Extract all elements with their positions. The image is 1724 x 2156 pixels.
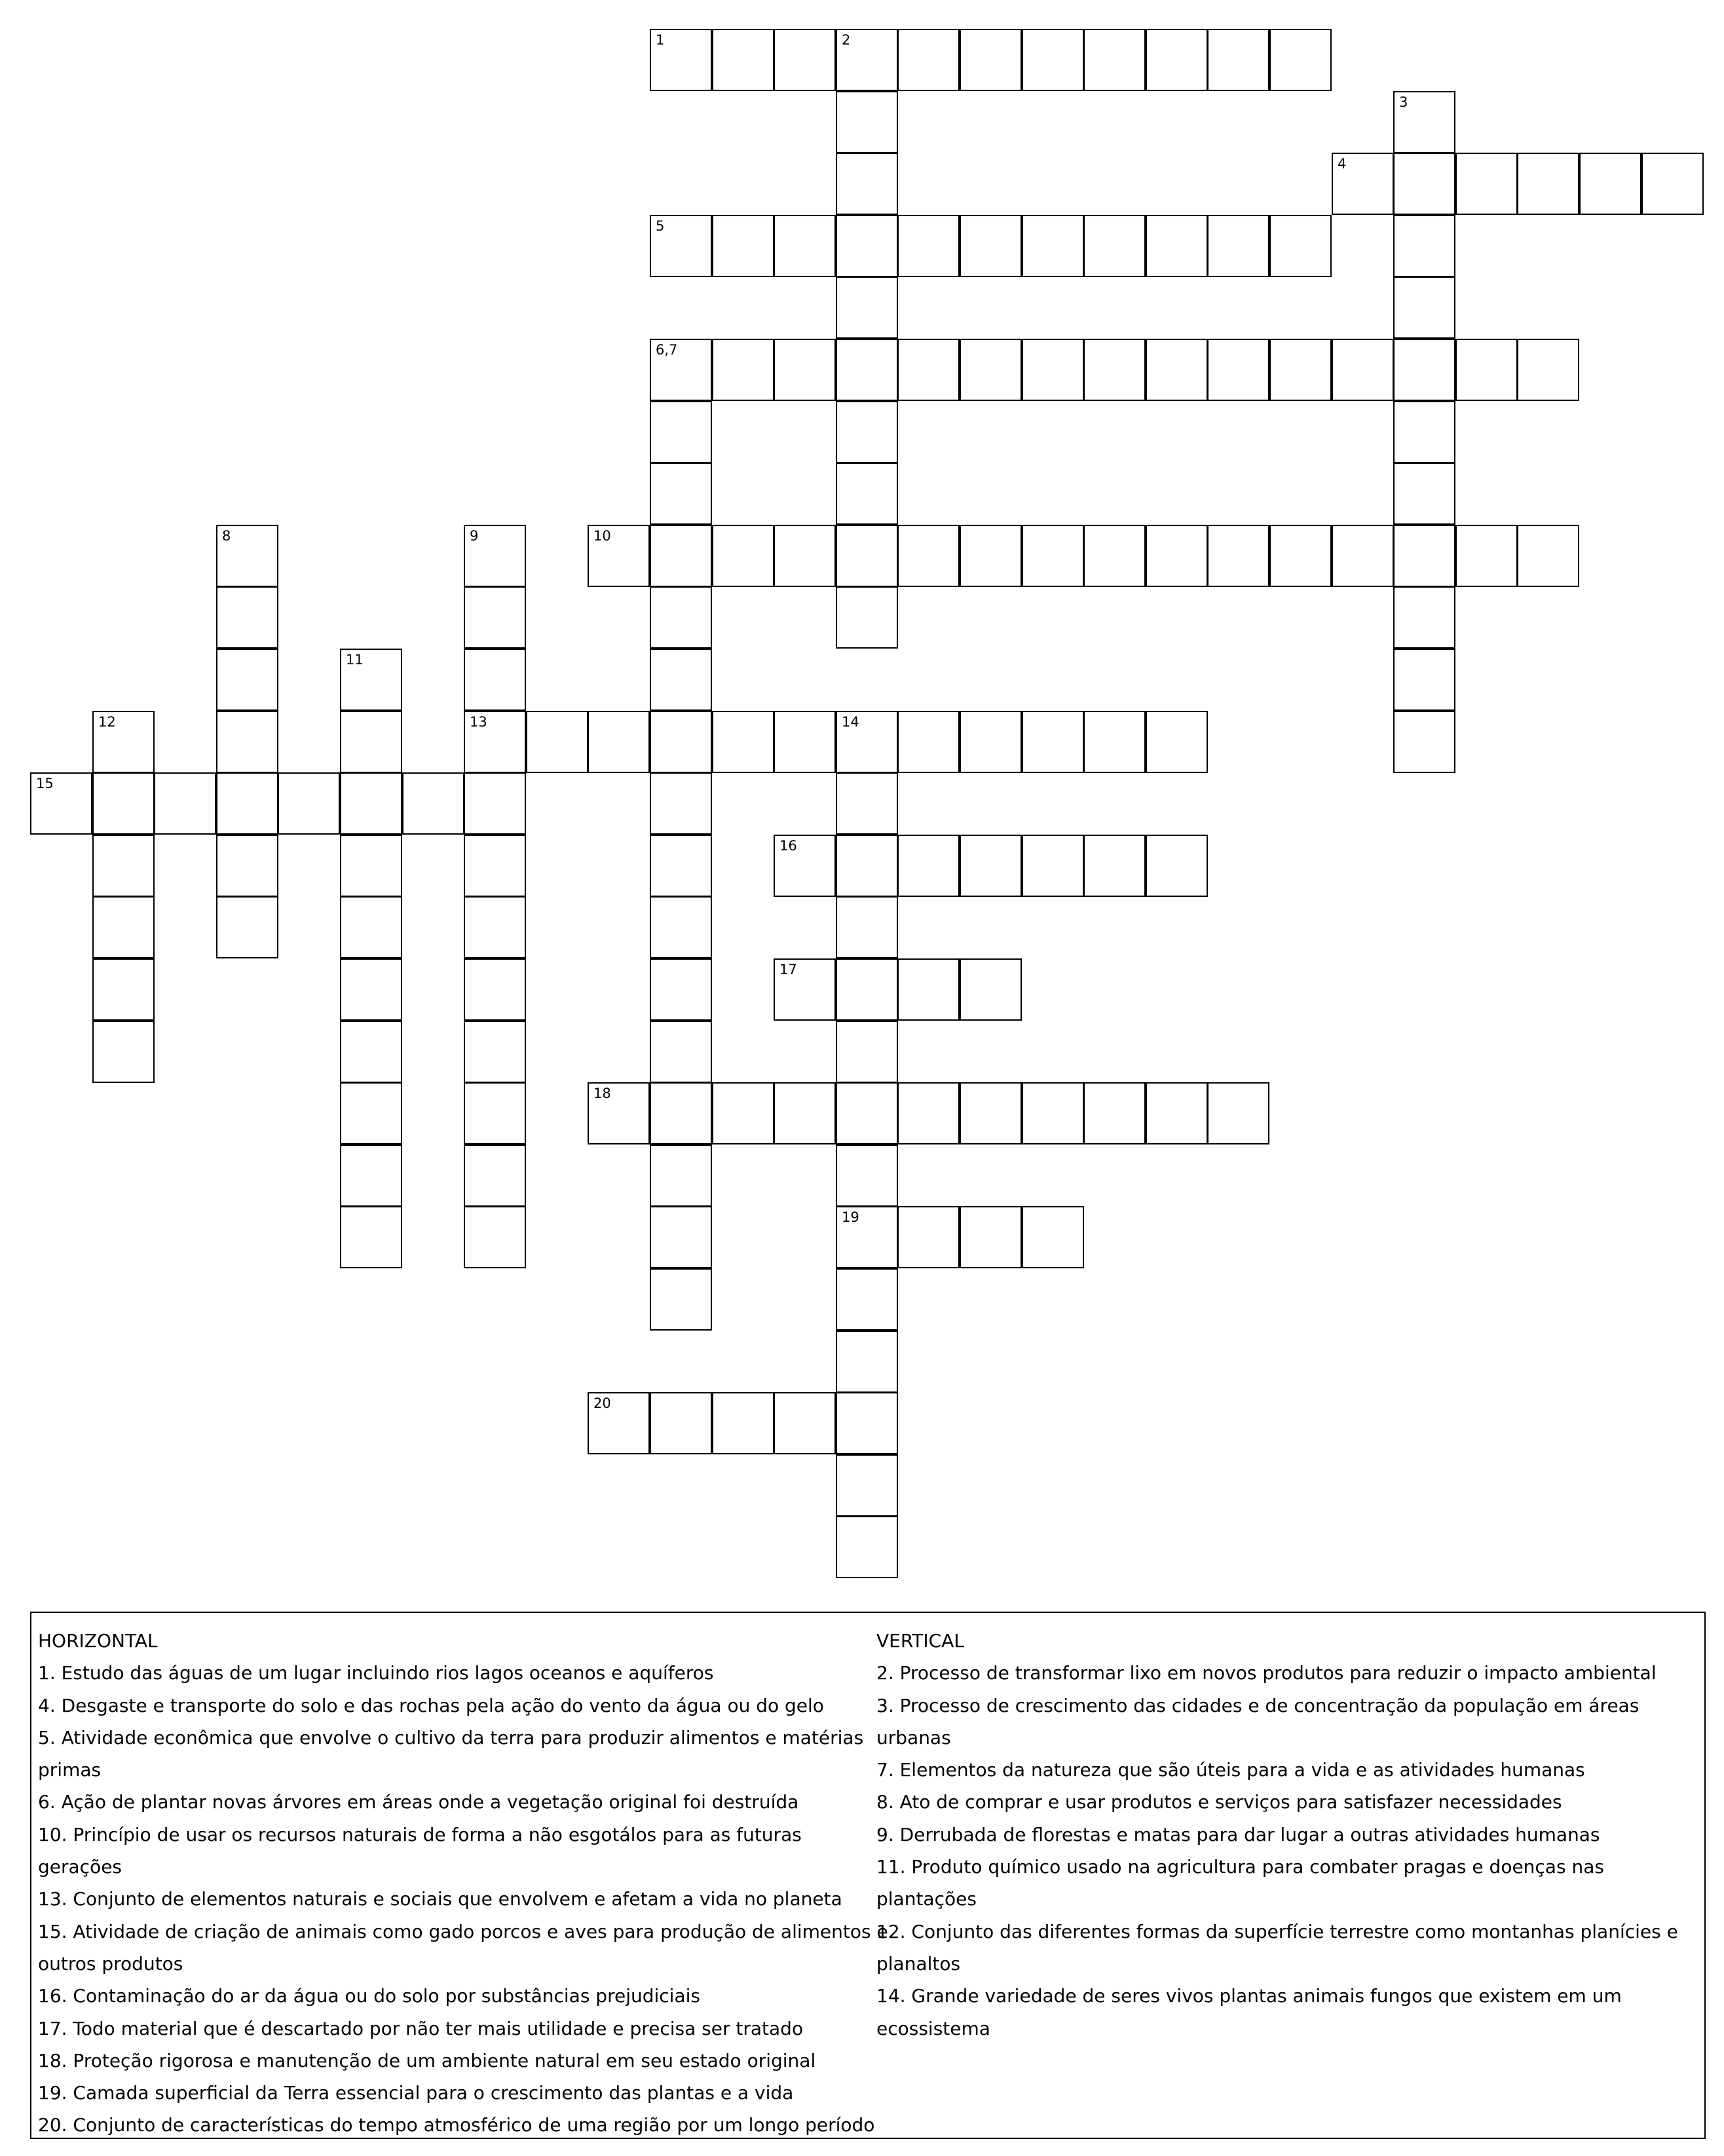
- clue-line: 4. Desgaste e transporte do solo e das rochas pela ação do vento da água ou do gelo: [38, 1694, 824, 1716]
- grid-cell[interactable]: [1393, 215, 1455, 277]
- grid-cell[interactable]: [836, 1206, 898, 1268]
- grid-cell[interactable]: [278, 772, 340, 835]
- grid-cell[interactable]: [712, 215, 774, 277]
- grid-cell[interactable]: [712, 1082, 774, 1144]
- grid-cell[interactable]: [216, 525, 278, 587]
- grid-cell[interactable]: [836, 339, 898, 401]
- grid-cell[interactable]: [216, 711, 278, 773]
- grid-cell[interactable]: [1146, 711, 1208, 773]
- grid-cell[interactable]: [712, 339, 774, 401]
- clue-line: 16. Contaminação do ar da água ou do solo por substâncias prejudiciais: [38, 1985, 700, 2007]
- grid-cell[interactable]: [1393, 649, 1455, 711]
- grid-cell[interactable]: [836, 215, 898, 277]
- grid-cell[interactable]: [30, 772, 92, 835]
- clue-line: 10. Princípio de usar os recursos naturais de forma a não esgotálos para as futuras gerações: [38, 1823, 802, 1878]
- clue-number: 15: [36, 776, 54, 791]
- grid-cell[interactable]: [650, 463, 712, 525]
- clue-line: 13. Conjunto de elementos naturais e sociais que envolvem e afetam a vida no planeta: [38, 1888, 842, 1910]
- clue-number: 1: [656, 32, 665, 48]
- grid-cell[interactable]: [340, 1206, 402, 1268]
- grid-cell[interactable]: [1022, 1206, 1084, 1268]
- grid-cell[interactable]: [836, 835, 898, 897]
- grid-cell[interactable]: [836, 91, 898, 153]
- grid-cell[interactable]: [402, 772, 464, 835]
- grid-cell[interactable]: [1517, 525, 1579, 587]
- grid-cell[interactable]: [1393, 276, 1455, 339]
- grid-cell[interactable]: [712, 1392, 774, 1454]
- grid-cell[interactable]: [897, 339, 960, 401]
- grid-cell[interactable]: [340, 958, 402, 1021]
- grid-cell[interactable]: [650, 896, 712, 958]
- grid-cell[interactable]: [1269, 525, 1332, 587]
- grid-cell[interactable]: [650, 401, 712, 463]
- grid-cell[interactable]: [1207, 525, 1269, 587]
- grid-cell[interactable]: [1207, 29, 1269, 91]
- clue-number: 8: [222, 528, 231, 544]
- across-heading: HORIZONTAL: [38, 1630, 158, 1652]
- grid-cell[interactable]: [650, 1144, 712, 1207]
- grid-cell[interactable]: [1641, 153, 1704, 215]
- grid-cell[interactable]: [650, 1268, 712, 1331]
- grid-cell[interactable]: [712, 525, 774, 587]
- grid-cell[interactable]: [650, 958, 712, 1021]
- grid-cell[interactable]: [1083, 215, 1146, 277]
- grid-cell[interactable]: [1083, 711, 1146, 773]
- grid-cell[interactable]: [897, 1082, 960, 1144]
- grid-cell[interactable]: [216, 896, 278, 958]
- clue-line: 1. Estudo das águas de um lugar incluindo rios lagos oceanos e aquíferos: [38, 1662, 714, 1684]
- grid-cell[interactable]: [1146, 835, 1208, 897]
- grid-cell[interactable]: [774, 958, 836, 1021]
- grid-cell[interactable]: [836, 1021, 898, 1083]
- clue-number: 5: [656, 218, 665, 234]
- clue-line: 11. Produto químico usado na agricultura para combater pragas e doenças nas plantações: [876, 1856, 1604, 1910]
- grid-cell[interactable]: [774, 835, 836, 897]
- grid-cell[interactable]: [650, 835, 712, 897]
- grid-cell[interactable]: [650, 215, 712, 277]
- grid-cell[interactable]: [650, 586, 712, 649]
- grid-cell[interactable]: [836, 1454, 898, 1517]
- grid-cell[interactable]: [960, 1206, 1022, 1268]
- grid-cell[interactable]: [1146, 215, 1208, 277]
- grid-cell[interactable]: [836, 1144, 898, 1207]
- grid-cell[interactable]: [92, 835, 155, 897]
- grid-cell[interactable]: [1022, 215, 1084, 277]
- grid-cell[interactable]: [1579, 153, 1641, 215]
- clue-line: 17. Todo material que é descartado por não ter mais utilidade e precisa ser tratado: [38, 2017, 804, 2039]
- grid-cell[interactable]: [464, 1206, 526, 1268]
- grid-cell[interactable]: [712, 29, 774, 91]
- grid-cell[interactable]: [1393, 525, 1455, 587]
- clue-line: 5. Atividade econômica que envolve o cultivo da terra para produzir alimentos e matérias: [38, 1726, 864, 1749]
- grid-cell[interactable]: [1455, 339, 1518, 401]
- grid-cell[interactable]: [897, 215, 960, 277]
- grid-cell[interactable]: [340, 649, 402, 711]
- grid-cell[interactable]: [774, 525, 836, 587]
- grid-cell[interactable]: [464, 711, 526, 773]
- grid-cell[interactable]: [960, 29, 1022, 91]
- clue-line: 12. Conjunto das diferentes formas da superfície terrestre como montanhas planícies e: [876, 1920, 1678, 1942]
- grid-cell[interactable]: [774, 711, 836, 773]
- grid-cell[interactable]: [836, 1331, 898, 1393]
- grid-cell[interactable]: [1455, 525, 1518, 587]
- grid-cell[interactable]: [1393, 339, 1455, 401]
- grid-cell[interactable]: [960, 339, 1022, 401]
- clue-line: 14. Grande variedade de seres vivos plantas animais fungos que existem em um ecossistema: [876, 1985, 1622, 2039]
- grid-cell[interactable]: [1393, 91, 1455, 153]
- clue-number: 16: [779, 838, 797, 854]
- clue-number: 20: [593, 1395, 611, 1411]
- clue-number: 14: [842, 714, 859, 730]
- grid-cell[interactable]: [1393, 711, 1455, 773]
- grid-cell[interactable]: [92, 958, 155, 1021]
- clue-line: planaltos: [876, 1952, 961, 1975]
- grid-cell[interactable]: [464, 896, 526, 958]
- clue-number: 4: [1338, 156, 1347, 172]
- grid-cell[interactable]: [650, 711, 712, 773]
- grid-cell[interactable]: [774, 29, 836, 91]
- grid-cell[interactable]: [1332, 339, 1394, 401]
- grid-cell[interactable]: [1207, 339, 1269, 401]
- clue-line: 9. Derrubada de florestas e matas para dar lugar a outras atividades humanas: [876, 1823, 1600, 1845]
- grid-cell[interactable]: [464, 1082, 526, 1144]
- grid-cell[interactable]: [1083, 1082, 1146, 1144]
- clue-number: 3: [1399, 94, 1408, 110]
- grid-cell[interactable]: [960, 215, 1022, 277]
- grid-cell[interactable]: [897, 835, 960, 897]
- grid-cell[interactable]: [588, 1392, 650, 1454]
- grid-cell[interactable]: [650, 1392, 712, 1454]
- grid-cell[interactable]: [1332, 153, 1394, 215]
- grid-cell[interactable]: [92, 711, 155, 773]
- grid-cell[interactable]: [774, 1082, 836, 1144]
- clue-line: 7. Elementos da natureza que são úteis para a vida e as atividades humanas: [876, 1759, 1585, 1781]
- grid-cell[interactable]: [340, 1082, 402, 1144]
- grid-cell[interactable]: [650, 1021, 712, 1083]
- grid-cell[interactable]: [836, 1392, 898, 1454]
- grid-cell[interactable]: [92, 1021, 155, 1083]
- grid-cell[interactable]: [1022, 525, 1084, 587]
- grid-cell[interactable]: [836, 463, 898, 525]
- clue-line: 3. Processo de crescimento das cidades e de concentração da população em áreas urbanas: [876, 1694, 1640, 1749]
- down-clues: [876, 1625, 1702, 2045]
- grid-cell[interactable]: [1393, 463, 1455, 525]
- clue-number: 17: [779, 962, 797, 977]
- clue-number: 18: [593, 1086, 611, 1101]
- grid-cell[interactable]: [216, 835, 278, 897]
- grid-cell[interactable]: [1083, 29, 1146, 91]
- grid-cell[interactable]: [1083, 339, 1146, 401]
- grid-cell[interactable]: [836, 586, 898, 649]
- grid-cell[interactable]: [836, 276, 898, 339]
- grid-cell[interactable]: [1455, 153, 1518, 215]
- grid-cell[interactable]: [216, 586, 278, 649]
- grid-cell[interactable]: [1022, 29, 1084, 91]
- grid-cell[interactable]: [960, 1082, 1022, 1144]
- clue-line: 19. Camada superficial da Terra essencial para o crescimento das plantas e a vida: [38, 2082, 794, 2104]
- grid-cell[interactable]: [1332, 525, 1394, 587]
- grid-cell[interactable]: [464, 835, 526, 897]
- clue-number: 11: [346, 652, 364, 668]
- grid-cell[interactable]: [588, 711, 650, 773]
- clue-line: 8. Ato de comprar e usar produtos e serviços para satisfazer necessidades: [876, 1791, 1562, 1813]
- grid-cell[interactable]: [650, 649, 712, 711]
- grid-cell[interactable]: [960, 835, 1022, 897]
- grid-cell[interactable]: [92, 896, 155, 958]
- grid-cell[interactable]: [464, 1021, 526, 1083]
- clue-line: 18. Proteção rigorosa e manutenção de um ambiente natural em seu estado original: [38, 2049, 816, 2071]
- grid-cell[interactable]: [1393, 401, 1455, 463]
- clue-number: 9: [470, 528, 479, 544]
- grid-cell[interactable]: [1269, 339, 1332, 401]
- grid-cell[interactable]: [897, 958, 960, 1021]
- grid-cell[interactable]: [650, 772, 712, 835]
- grid-cell[interactable]: [836, 896, 898, 958]
- grid-cell[interactable]: [1207, 215, 1269, 277]
- clue-number: 2: [842, 32, 851, 48]
- grid-cell[interactable]: [897, 29, 960, 91]
- grid-cell[interactable]: [836, 401, 898, 463]
- grid-cell[interactable]: [340, 711, 402, 773]
- grid-cell[interactable]: [712, 711, 774, 773]
- grid-cell[interactable]: [960, 711, 1022, 773]
- grid-cell[interactable]: [774, 1392, 836, 1454]
- clue-line: outros produtos: [38, 1952, 183, 1975]
- grid-cell[interactable]: [650, 29, 712, 91]
- clue-line: 6. Ação de plantar novas árvores em áreas onde a vegetação original foi destruída: [38, 1791, 799, 1813]
- grid-cell[interactable]: [650, 1082, 712, 1144]
- grid-cell[interactable]: [836, 1082, 898, 1144]
- grid-cell[interactable]: [650, 339, 712, 401]
- grid-cell[interactable]: [1022, 711, 1084, 773]
- grid-cell[interactable]: [1269, 215, 1332, 277]
- grid-cell[interactable]: [464, 772, 526, 835]
- grid-cell[interactable]: [1083, 835, 1146, 897]
- grid-cell[interactable]: [836, 29, 898, 91]
- grid-cell[interactable]: [154, 772, 216, 835]
- clue-line: 15. Atividade de criação de animais como gado porcos e aves para produção de alimentos e: [38, 1920, 888, 1942]
- grid-cell[interactable]: [1393, 586, 1455, 649]
- grid-cell[interactable]: [588, 1082, 650, 1144]
- grid-cell[interactable]: [836, 153, 898, 215]
- grid-cell[interactable]: [836, 1268, 898, 1331]
- grid-cell[interactable]: [340, 1021, 402, 1083]
- grid-cell[interactable]: [1146, 1082, 1208, 1144]
- grid-cell[interactable]: [960, 958, 1022, 1021]
- grid-cell[interactable]: [1022, 339, 1084, 401]
- grid-cell[interactable]: [92, 772, 155, 835]
- clue-number: 12: [98, 714, 116, 730]
- grid-cell[interactable]: [836, 772, 898, 835]
- clue-number: 6,7: [656, 342, 678, 358]
- grid-cell[interactable]: [897, 711, 960, 773]
- grid-cell[interactable]: [464, 958, 526, 1021]
- grid-cell[interactable]: [650, 1206, 712, 1268]
- grid-cell[interactable]: [1146, 339, 1208, 401]
- grid-cell[interactable]: [464, 525, 526, 587]
- grid-cell[interactable]: [836, 1516, 898, 1578]
- clues-box: [30, 1612, 1706, 2139]
- grid-cell[interactable]: [1207, 1082, 1269, 1144]
- grid-cell[interactable]: [464, 586, 526, 649]
- clue-line: 20. Conjunto de características do tempo atmosférico de uma região por um longo período: [38, 2114, 875, 2136]
- grid-cell[interactable]: [836, 711, 898, 773]
- grid-cell[interactable]: [526, 711, 588, 773]
- grid-cell[interactable]: [216, 772, 278, 835]
- grid-cell[interactable]: [464, 649, 526, 711]
- across-clues: [38, 1625, 890, 2142]
- grid-cell[interactable]: [897, 525, 960, 587]
- grid-cell[interactable]: [1517, 339, 1579, 401]
- clue-number: 19: [842, 1209, 859, 1225]
- grid-cell[interactable]: [588, 525, 650, 587]
- clue-line: 2. Processo de transformar lixo em novos produtos para reduzir o impacto ambiental: [876, 1662, 1657, 1684]
- grid-cell[interactable]: [897, 1206, 960, 1268]
- clue-number: 13: [470, 714, 487, 730]
- grid-cell[interactable]: [774, 339, 836, 401]
- grid-cell[interactable]: [836, 958, 898, 1021]
- grid-cell[interactable]: [340, 835, 402, 897]
- grid-cell[interactable]: [1517, 153, 1579, 215]
- grid-cell[interactable]: [1146, 525, 1208, 587]
- clue-line: primas: [38, 1759, 102, 1781]
- grid-cell[interactable]: [774, 215, 836, 277]
- grid-cell[interactable]: [836, 525, 898, 587]
- grid-cell[interactable]: [340, 1144, 402, 1207]
- grid-cell[interactable]: [1083, 525, 1146, 587]
- grid-cell[interactable]: [1022, 1082, 1084, 1144]
- grid-cell[interactable]: [340, 896, 402, 958]
- grid-cell[interactable]: [1269, 29, 1332, 91]
- clue-number: 10: [593, 528, 611, 544]
- grid-cell[interactable]: [1393, 153, 1455, 215]
- grid-cell[interactable]: [464, 1144, 526, 1207]
- grid-cell[interactable]: [340, 772, 402, 835]
- grid-cell[interactable]: [650, 525, 712, 587]
- grid-cell[interactable]: [960, 525, 1022, 587]
- grid-cell[interactable]: [1022, 835, 1084, 897]
- grid-cell[interactable]: [1146, 29, 1208, 91]
- down-heading: VERTICAL: [876, 1630, 964, 1652]
- grid-cell[interactable]: [216, 649, 278, 711]
